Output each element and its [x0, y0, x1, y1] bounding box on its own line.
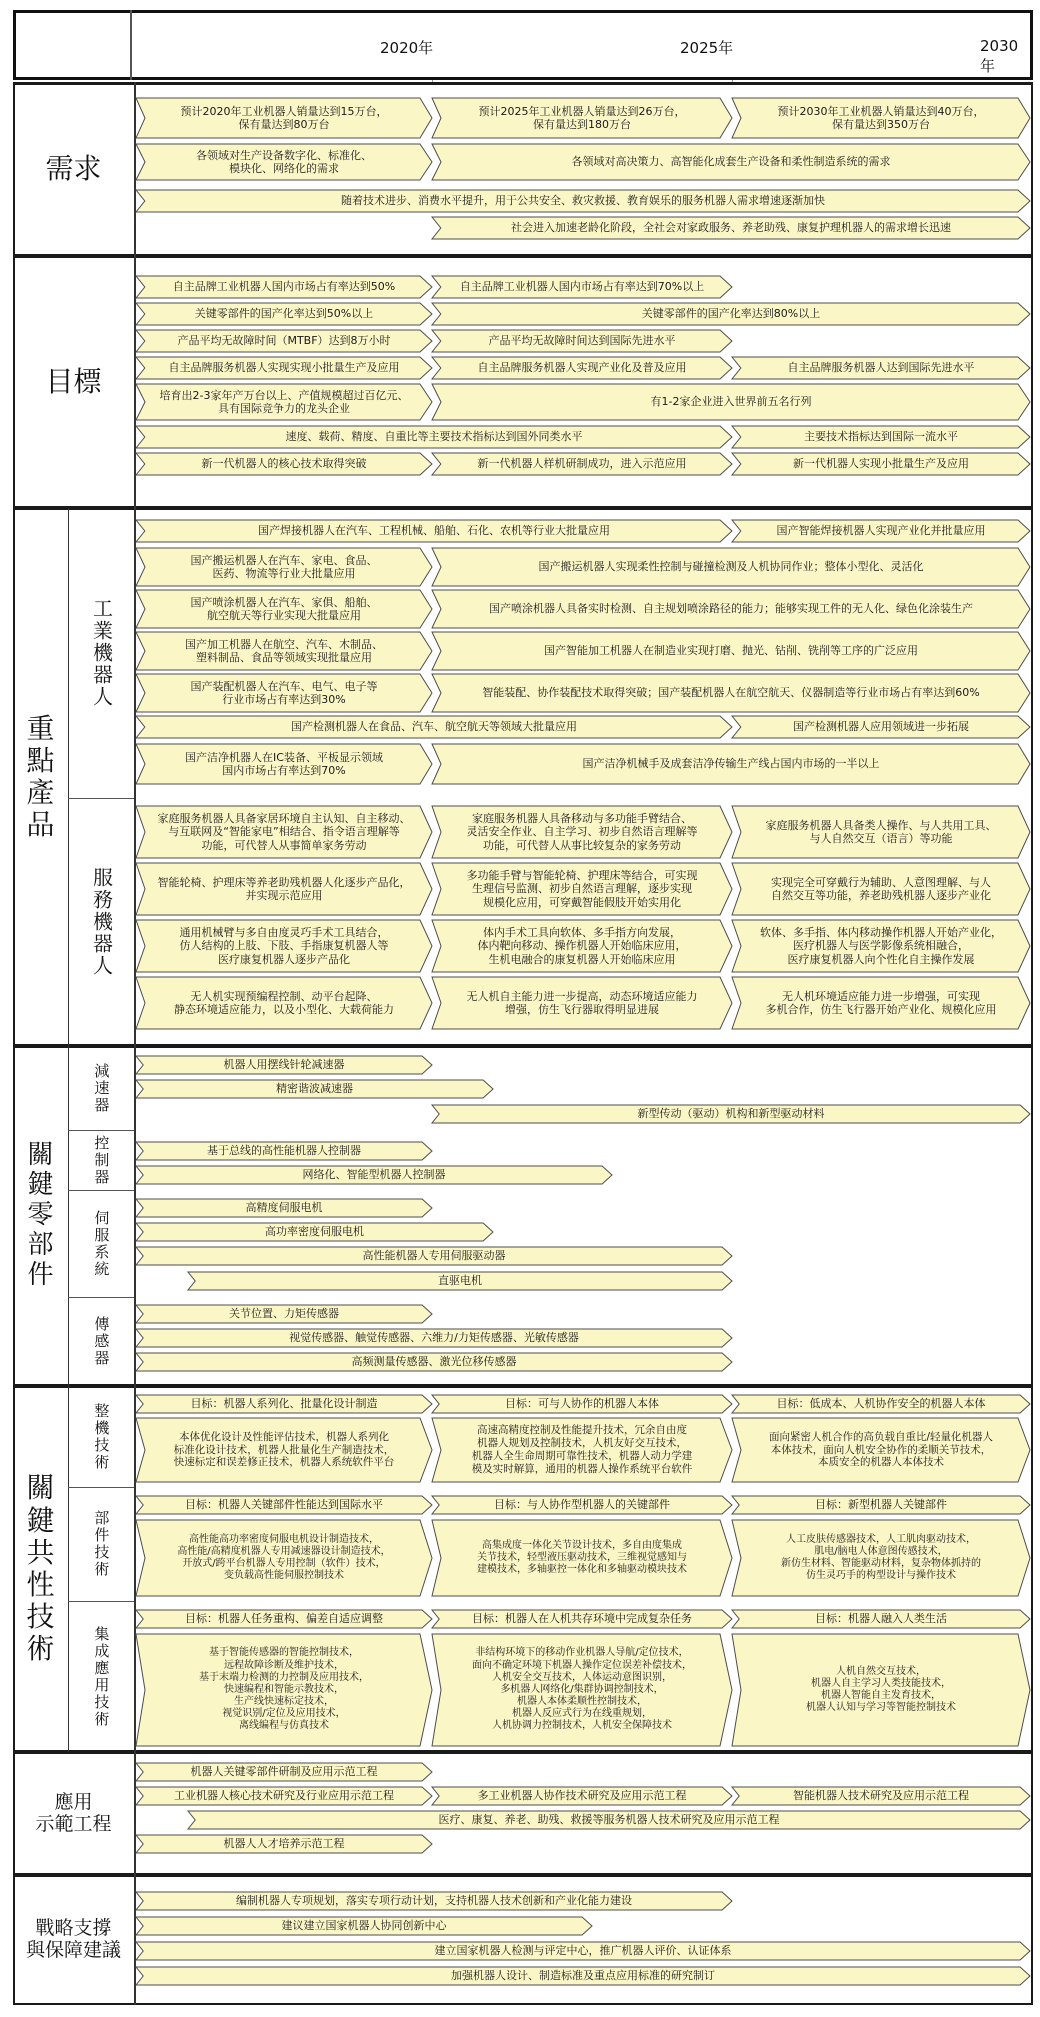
- arrow-text: 关键零部件的国产化率达到50%以上: [194, 307, 374, 321]
- arrow-text: 高功率密度伺服电机: [265, 1225, 364, 1239]
- arrow-text: 国产洁净机械手及成套洁净传输生产线占国内市场的一半以上: [582, 757, 880, 771]
- arrow-text: 关节位置、力矩传感器: [229, 1307, 339, 1321]
- arrow-text: 多功能手臂与智能轮椅、护理床等结合，可实现 生理信号监测、初步自然语言理解，逐步实现 规模化应用，可穿戴智能假肢开始实用化: [466, 868, 698, 909]
- arrow-text: 有1-2家企业进入世界前五名行列: [650, 395, 812, 409]
- year-2030-label: 2030年: [980, 37, 1019, 75]
- common-tech-0-arrow-0-2: [732, 1395, 1030, 1413]
- arrow-text: 体内手术工具向软体、多手指方向发展， 体内靶向移动、操作机器人开始临床应用， 生机电融合的康复机器人开始临床应用: [477, 925, 687, 966]
- common-tech-2-arrow-1-0: [136, 1634, 432, 1746]
- demo-arrow-2-0: [188, 1811, 1030, 1829]
- arrow-text: 本体优化设计及性能评估技术，机器人系列化 标准化设计技术，机器人批量化生产制造技术， 快速标定和误差修正技术，机器人系统软件平台: [173, 1430, 395, 1469]
- header-divider: [130, 10, 132, 80]
- common-tech-0-arrow-1-1: [432, 1418, 732, 1482]
- parts-0-arrow-2-0: [432, 1105, 1030, 1123]
- products-0-arrow-3-0: [136, 632, 432, 670]
- products-1-arrow-2-0: [136, 920, 432, 972]
- arrow-text: 国产检测机器人应用领域进一步拓展: [793, 720, 969, 734]
- arrow-text: 智能装配、协作装配技术取得突破；国产装配机器人在航空航天、仪器制造等行业市场占有率达到60%: [482, 686, 980, 700]
- arrow-text: 智能机器人技术研究及应用示范工程: [793, 1789, 969, 1803]
- subsection-label-parts-1: 控制器: [92, 1134, 111, 1186]
- arrow-text: 国产喷涂机器人具备实时检测、自主规划喷涂路径的能力；能够实现工件的无人化、绿色化涂装生产: [489, 602, 973, 616]
- demand-arrow-2-0: [136, 190, 1030, 212]
- arrow-text: 视觉传感器、触觉传感器、六维力/力矩传感器、光敏传感器: [289, 1331, 579, 1345]
- products-0-arrow-6-1: [432, 744, 1030, 784]
- demo-arrow-1-2: [732, 1787, 1030, 1805]
- goals-arrow-5-1: [732, 426, 1030, 448]
- arrow-text: 高性能高功率密度伺服电机设计制造技术， 高性能/高精度机器人专用减速器设计制造技术， 开放式/跨平台机器人专用控制（软件）技术， 变负载高性能伺服控制技术: [177, 1533, 391, 1582]
- common-tech-0-arrow-1-0: [136, 1418, 432, 1482]
- section-label-strategy: 戰略支撐 與保障建議: [25, 1917, 121, 1961]
- demand-arrow-0-0: [136, 98, 432, 138]
- demand-arrow-0-2: [732, 98, 1030, 138]
- arrow-text: 产品平均无故障时间达到国际先进水平: [488, 334, 676, 348]
- goals-arrow-4-1: [432, 384, 1030, 420]
- arrow-text: 培育出2-3家年产万台以上、产值规模超过百亿元、 具有国际竞争力的龙头企业: [159, 388, 409, 415]
- parts-3-arrow-2-0: [136, 1353, 732, 1371]
- parts-0-arrow-1-0: [136, 1080, 493, 1098]
- arrow-text: 加强机器人设计、制造标准及重点应用标准的研究制订: [451, 1969, 715, 1983]
- common-tech-2-arrow-0-0: [136, 1610, 432, 1628]
- timeline-header: [13, 10, 1033, 80]
- parts-2-arrow-2-0: [136, 1247, 732, 1265]
- arrow-text: 建立国家机器人检测与评定中心，推广机器人评价、认证体系: [434, 1944, 732, 1958]
- goals-arrow-5-0: [136, 426, 732, 448]
- products-0-arrow-5-0: [136, 716, 732, 738]
- subsection-label-parts-3: 傳感器: [92, 1316, 111, 1367]
- arrow-text: 目标：与人协作型机器人的关键部件: [494, 1498, 670, 1512]
- goals-arrow-3-1: [432, 357, 732, 379]
- arrow-text: 目标：机器人融入人类生活: [815, 1612, 947, 1626]
- arrow-text: 人工皮肤传感器技术，人工肌肉驱动技术， 肌电/脑电人体意图传感技术， 新仿生材料、智能驱动材料，复杂物体抓持的 仿生灵巧手的构型设计与操作技术: [781, 1533, 981, 1582]
- arrow-text: 高速高精度控制及性能提升技术，冗余自由度 机器人规划及控制技术，人机友好交互技术， 机器人全生命周期可靠性技术，机器人动力学建 模及实时解算，通用的机器人操作系统平台软件: [471, 1424, 693, 1475]
- arrow-text: 目标：机器人关键部件性能达到国际水平: [185, 1498, 383, 1512]
- subsection-label-products-1: 服務機器人: [89, 867, 114, 977]
- arrow-text: 无人机环境适应能力进一步增强，可实现 多机合作，仿生飞行器开始产业化、规模化应用: [765, 989, 997, 1016]
- common-tech-0-arrow-0-1: [432, 1395, 732, 1413]
- arrow-text: 各领域对高决策力、高智能化成套生产设备和柔性制造系统的需求: [571, 155, 891, 169]
- goals-arrow-6-1: [432, 453, 732, 475]
- arrow-text: 机器人关键零部件研制及应用示范工程: [190, 1765, 378, 1779]
- parts-3-arrow-1-0: [136, 1329, 732, 1347]
- strategy-arrow-2-0: [136, 1942, 1030, 1960]
- goals-arrow-2-0: [136, 330, 432, 352]
- common-tech-1-arrow-0-2: [732, 1496, 1030, 1514]
- subsection-label-common-tech-0: 整機技術: [92, 1402, 111, 1471]
- common-tech-1-arrow-0-0: [136, 1496, 432, 1514]
- arrow-text: 面向紧密人机合作的高负载自重比/轻量化机器人 本体技术，面向人机安全协作的柔顺关节技术， 本质安全的机器人本体技术: [768, 1430, 994, 1469]
- products-1-arrow-2-1: [432, 920, 732, 972]
- arrow-text: 非结构环境下的移动作业机器人导航/定位技术， 面向不确定环境下机器人操作定位误差补偿技术， 人机安全交互技术，人体运动意图识别， 多机器人网络化/集群协调控制技术， 机器人本体柔顺性控制技术， 机器人反应式行为在线重规划， 人机协调力控制技术，人机安全保障技术: [472, 1647, 692, 1732]
- arrow-text: 国产搬运机器人在汽车、家电、食品、 医药、物流等行业大批量应用: [190, 553, 378, 580]
- arrow-text: 高集成度一体化关节设计技术，多自由度集成 关节技术，轻型液压驱动技术，三维视觉感知与 建模技术，多轴驱控一体化和多轴驱动模块技术: [477, 1539, 687, 1576]
- common-tech-1-arrow-1-1: [432, 1520, 732, 1596]
- parts-1-arrow-0-0: [136, 1142, 432, 1160]
- arrow-text: 机器人人才培养示范工程: [223, 1837, 345, 1851]
- parts-2-arrow-0-0: [136, 1199, 432, 1217]
- arrow-text: 建议建立国家机器人协同创新中心: [281, 1919, 447, 1933]
- arrow-text: 国产加工机器人在航空、汽车、木制品、 塑料制品、食品等领域实现批量应用: [185, 637, 383, 664]
- parts-0-arrow-0-0: [136, 1056, 432, 1074]
- arrow-text: 医疗、康复、养老、助残、救援等服务机器人技术研究及应用示范工程: [438, 1813, 780, 1827]
- products-0-arrow-4-0: [136, 674, 432, 712]
- arrow-text: 产品平均无故障时间（MTBF）达到8万小时: [177, 334, 391, 348]
- demo-arrow-0-0: [136, 1763, 432, 1781]
- arrow-text: 预计2020年工业机器人销量达到15万台， 保有量达到80万台: [180, 104, 388, 131]
- goals-arrow-4-0: [136, 384, 432, 420]
- goals-arrow-1-1: [432, 303, 1030, 325]
- demo-arrow-1-0: [136, 1787, 432, 1805]
- common-tech-2-arrow-0-1: [432, 1610, 732, 1628]
- arrow-text: 新一代机器人实现小批量生产及应用: [793, 457, 969, 471]
- arrow-text: 预计2030年工业机器人销量达到40万台， 保有量达到350万台: [777, 104, 985, 131]
- goals-arrow-3-0: [136, 357, 432, 379]
- products-1-arrow-3-0: [136, 977, 432, 1029]
- section-label-parts: 關 鍵 零 部 件: [27, 1140, 54, 1290]
- goals-arrow-6-0: [136, 453, 432, 475]
- arrow-text: 国产搬运机器人实现柔性控制与碰撞检测及人机协同作业；整体小型化、灵活化: [538, 560, 924, 574]
- arrow-text: 各领域对生产设备数字化、标准化、 模块化、网络化的需求: [196, 148, 372, 175]
- arrow-text: 高性能机器人专用伺服驱动器: [362, 1249, 506, 1263]
- section-label-goals: 目標: [45, 364, 102, 398]
- year-2025-label: 2025年: [680, 39, 734, 57]
- arrow-text: 编制机器人专项规划，落实专项行动计划，支持机器人技术创新和产业化能力建设: [236, 1894, 632, 1908]
- arrow-text: 国产检测机器人在食品、汽车、航空航天等领域大批量应用: [291, 720, 577, 734]
- goals-arrow-6-2: [732, 453, 1030, 475]
- arrow-text: 机器人用摆线针轮减速器: [223, 1058, 345, 1072]
- demo-arrow-1-1: [432, 1787, 732, 1805]
- products-1-arrow-0-0: [136, 806, 432, 858]
- products-1-arrow-0-1: [432, 806, 732, 858]
- arrow-text: 国产智能加工机器人在制造业实现打磨、抛光、钻削、铣削等工序的广泛应用: [544, 644, 918, 658]
- products-1-arrow-3-2: [732, 977, 1030, 1029]
- strategy-arrow-3-0: [136, 1967, 1030, 1985]
- arrow-text: 新一代机器人样机研制成功，进入示范应用: [477, 457, 687, 471]
- arrow-text: 基于总线的高性能机器人控制器: [207, 1144, 361, 1158]
- goals-arrow-0-1: [432, 276, 732, 298]
- arrow-text: 智能轮椅、护理床等养老助残机器人化逐步产品化， 并实现示范应用: [157, 875, 411, 902]
- arrow-text: 国产智能焊接机器人实现产业化并批量应用: [776, 524, 986, 538]
- year-2020-label: 2020年: [380, 39, 434, 57]
- section-label-common-tech: 關 鍵 共 性 技 術: [26, 1471, 55, 1666]
- arrow-text: 精密谐波减速器: [276, 1082, 353, 1096]
- arrow-text: 无人机自主能力进一步提高，动态环境适应能力 增强，仿生飞行器取得明显进展: [466, 989, 698, 1016]
- arrow-text: 高精度伺服电机: [245, 1201, 323, 1215]
- arrow-text: 直驱电机: [438, 1274, 482, 1288]
- arrow-text: 多工业机器人协作技术研究及应用示范工程: [477, 1789, 687, 1803]
- arrow-text: 社会进入加速老龄化阶段，全社会对家政服务、养老助残、康复护理机器人的需求增长迅速: [511, 221, 951, 235]
- strategy-arrow-1-0: [136, 1917, 592, 1935]
- products-0-arrow-0-1: [732, 520, 1030, 542]
- products-1-arrow-0-2: [732, 806, 1030, 858]
- arrow-text: 通用机械臂与多自由度灵巧手术工具结合， 仿人结构的上肢、下肢、手指康复机器人等 医疗康复机器人逐步产品化: [179, 925, 389, 966]
- strategy-arrow-0-0: [136, 1892, 732, 1910]
- arrow-text: 关键零部件的国产化率达到80%以上: [641, 307, 821, 321]
- demand-arrow-1-1: [432, 144, 1030, 180]
- arrow-text: 自主品牌服务机器人达到国际先进水平: [787, 361, 975, 375]
- goals-arrow-3-2: [732, 357, 1030, 379]
- arrow-text: 无人机实现预编程控制、动平台起降、 静态环境适应能力，以及小型化、大载荷能力: [174, 989, 394, 1016]
- arrow-text: 自主品牌工业机器人国内市场占有率达到50%: [172, 280, 396, 294]
- common-tech-1-arrow-1-0: [136, 1520, 432, 1596]
- products-0-arrow-2-1: [432, 590, 1030, 628]
- products-1-arrow-1-1: [432, 863, 732, 915]
- arrow-text: 目标：机器人系列化、批量化设计制造: [190, 1397, 378, 1411]
- products-1-arrow-1-2: [732, 863, 1030, 915]
- parts-3-arrow-0-0: [136, 1305, 432, 1323]
- common-tech-2-arrow-1-2: [732, 1634, 1030, 1746]
- arrow-text: 目标：低成本、人机协作安全的机器人本体: [776, 1397, 986, 1411]
- arrow-text: 基于智能传感器的智能控制技术， 远程故障诊断及维护技术， 基于末端力检测的力控制及应用技术， 快速编程和智能示教技术， 生产线快速标定技术， 视觉识别/定位及应用技术， 离线编程与仿真技术: [199, 1647, 369, 1732]
- arrow-text: 自主品牌服务机器人实现产业化及普及应用: [477, 361, 687, 375]
- arrow-text: 速度、载荷、精度、自重比等主要技术指标达到国外同类水平: [285, 430, 583, 444]
- common-tech-0-arrow-1-2: [732, 1418, 1030, 1482]
- subsection-label-parts-2: 伺服系統: [92, 1209, 111, 1278]
- demand-arrow-3-0: [432, 217, 1030, 239]
- goals-arrow-0-0: [136, 276, 432, 298]
- common-tech-1-arrow-1-2: [732, 1520, 1030, 1596]
- products-0-arrow-4-1: [432, 674, 1030, 712]
- arrow-text: 高频测量传感器、激光位移传感器: [351, 1355, 517, 1369]
- arrow-text: 自主品牌服务机器人实现实现小批量生产及应用: [168, 361, 400, 375]
- arrow-text: 目标：机器人任务重构、偏差自适应调整: [185, 1612, 383, 1626]
- parts-2-arrow-3-0: [188, 1272, 732, 1290]
- section-label-demo: 應用 示範工程: [35, 1790, 112, 1835]
- products-0-arrow-2-0: [136, 590, 432, 628]
- subsection-label-common-tech-2: 集成應用技術: [92, 1625, 111, 1728]
- products-1-arrow-2-2: [732, 920, 1030, 972]
- demand-arrow-1-0: [136, 144, 432, 180]
- section-label-demand: 需求: [45, 151, 102, 185]
- arrow-text: 软体、多手指、体内移动操作机器人开始产业化， 医疗机器人与医学影像系统相融合， 医疗康复机器人向个性化自主操作发展: [760, 925, 1002, 966]
- products-0-arrow-1-1: [432, 548, 1030, 586]
- common-tech-2-arrow-0-2: [732, 1610, 1030, 1628]
- arrow-text: 工业机器人核心技术研究及行业应用示范工程: [174, 1789, 394, 1803]
- products-0-arrow-1-0: [136, 548, 432, 586]
- arrow-text: 人机自然交互技术， 机器人自主学习人类技能技术， 机器人智能自主发育技术， 机器人认知与学习等智能控制技术: [806, 1665, 956, 1714]
- arrow-text: 国产喷涂机器人在汽车、家俱、船舶、 航空航天等行业实现大批量应用: [190, 595, 378, 622]
- arrow-text: 自主品牌工业机器人国内市场占有率达到70%以上: [459, 280, 705, 294]
- parts-2-arrow-1-0: [136, 1223, 493, 1241]
- products-0-arrow-5-1: [732, 716, 1030, 738]
- products-0-arrow-6-0: [136, 744, 432, 784]
- arrow-text: 实现完全可穿戴行为辅助、人意图理解、与人 自然交互等功能，养老助残机器人逐步产业化: [771, 875, 991, 902]
- subsection-label-common-tech-1: 部件技術: [92, 1510, 111, 1578]
- demo-arrow-3-0: [136, 1835, 432, 1853]
- subsection-label-parts-0: 減速器: [92, 1062, 111, 1114]
- products-1-arrow-1-0: [136, 863, 432, 915]
- arrow-text: 家庭服务机器人具备移动与多功能手臂结合、 灵活安全作业、自主学习、初步自然语言理解等 功能，可代替人从事比较复杂的家务劳动: [466, 811, 698, 852]
- arrow-text: 国产装配机器人在汽车、电气、电子等 行业市场占有率达到30%: [190, 679, 378, 706]
- demand-arrow-0-1: [432, 98, 732, 138]
- products-0-arrow-0-0: [136, 520, 732, 542]
- arrow-text: 随着技术进步、消费水平提升，用于公共安全、救灾救援、教育娱乐的服务机器人需求增速逐渐加快: [341, 194, 825, 208]
- goals-arrow-1-0: [136, 303, 432, 325]
- arrow-text: 主要技术指标达到国际一流水平: [804, 430, 958, 444]
- common-tech-2-arrow-1-1: [432, 1634, 732, 1746]
- arrow-text: 新型传动（驱动）机构和新型驱动材料: [637, 1107, 825, 1121]
- arrow-text: 网络化、智能型机器人控制器: [302, 1168, 446, 1182]
- arrow-text: 国产洁净机器人在IC装备、平板显示领域 国内市场占有率达到70%: [185, 750, 383, 777]
- goals-arrow-2-1: [432, 330, 732, 352]
- common-tech-0-arrow-0-0: [136, 1395, 432, 1413]
- products-1-arrow-3-1: [432, 977, 732, 1029]
- products-0-arrow-3-1: [432, 632, 1030, 670]
- arrow-text: 目标：机器人在人机共存环境中完成复杂任务: [472, 1612, 692, 1626]
- arrow-text: 预计2025年工业机器人销量达到26万台， 保有量达到180万台: [478, 104, 686, 131]
- arrow-text: 家庭服务机器人具备类人操作、与人共用工具、 与人自然交互（语言）等功能: [765, 818, 997, 845]
- common-tech-1-arrow-0-1: [432, 1496, 732, 1514]
- arrow-text: 家庭服务机器人具备家居环境自主认知、自主移动、 与互联网及“智能家电”相结合、指令语言理解等 功能，可代替人从事简单家务劳动: [157, 811, 411, 852]
- arrow-text: 新一代机器人的核心技术取得突破: [201, 457, 367, 471]
- arrow-text: 目标：可与人协作的机器人本体: [505, 1397, 659, 1411]
- arrow-text: 目标：新型机器人关键部件: [815, 1498, 947, 1512]
- subsection-label-products-0: 工業機器人: [89, 598, 114, 708]
- parts-1-arrow-1-0: [136, 1166, 612, 1184]
- arrow-text: 国产焊接机器人在汽车、工程机械、船舶、石化、农机等行业大批量应用: [258, 524, 610, 538]
- section-label-products: 重 點 產 品: [26, 711, 55, 842]
